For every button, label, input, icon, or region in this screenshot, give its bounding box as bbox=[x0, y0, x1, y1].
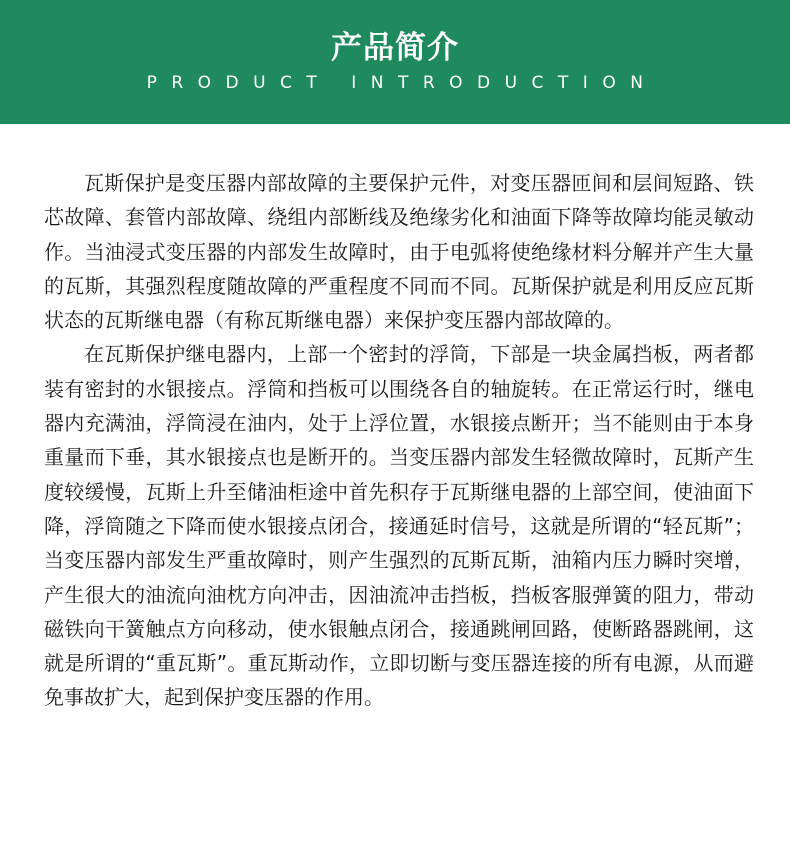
paragraph-intro: 瓦斯保护是变压器内部故障的主要保护元件，对变压器匝间和层间短路、铁芯故障、套管内部故障、绕组内部断线及绝缘劣化和油面下降等故障均能灵敏动作。当油浸式变压器的内部发生故障时，由于电弧将使绝缘材料分解并产生大量的瓦斯，其强烈程度随故障的严重程度不同而不同。瓦斯保护就是利用反应瓦斯状态的瓦斯继电器（有称瓦斯继电器）来保护变压器内部故障的。 bbox=[44, 171, 754, 333]
section-subtitle: PRODUCT INTRODUCTION bbox=[146, 73, 658, 93]
section-header bbox=[0, 0, 790, 124]
section-title: 产品简介 bbox=[331, 30, 459, 66]
paragraph-mechanism: 在瓦斯保护继电器内，上部一个密封的浮筒，下部是一块金属挡板，两者都装有密封的水银接点。浮筒和挡板可以围绕各自的轴旋转。在正常运行时，继电器内充满油，浮筒浸在油内，处于上浮位置，水银接点断开；当不能则由于本身重量而下垂，其水银接点也是断开的。当变压器内部发生轻微故障时，瓦斯产生度较缓慢，瓦斯上升至储油柜途中首先积存于瓦斯继电器的上部空间，使油面下降，浮筒随之下降而使水银接点闭合，接通延时信号，这就是所谓的“轻瓦斯”；当变压器内部发生严重故障时，则产生强烈的瓦斯瓦斯，油箱内压力瞬时突增，产生很大的油流向油枕方向冲击，因油流冲击挡板，挡板客服弹簧的阻力，带动磁铁向干簧触点方向移动，使水银触点闭合，接通跳闸回路，使断路器跳闸，这就是所谓的“重瓦斯”。重瓦斯动作，立即切断与变压器连接的所有电源，从而避免事故扩大，起到保护变压器的作用。 bbox=[44, 342, 754, 710]
product-description bbox=[44, 166, 754, 715]
